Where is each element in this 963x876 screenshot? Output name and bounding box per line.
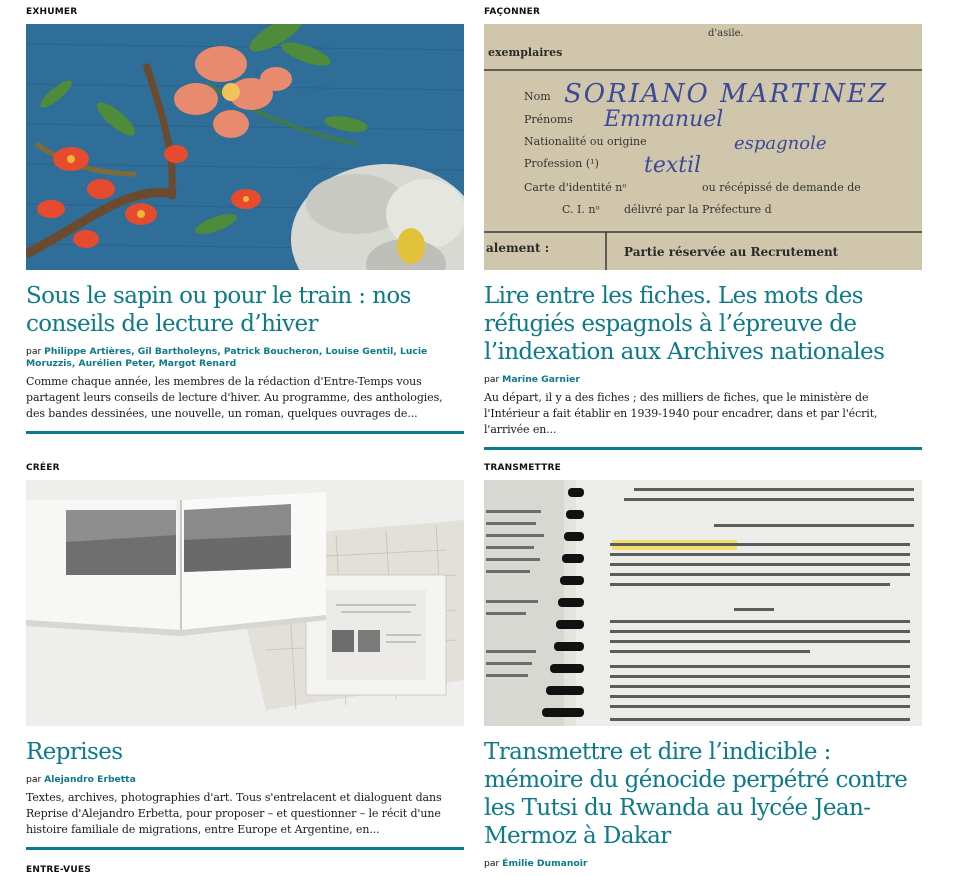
fiche-nationalite-label: Nationalité ou origine (524, 135, 647, 148)
byline-prefix: par (484, 374, 500, 385)
bound-script-image (484, 480, 922, 726)
author-links[interactable]: Philippe Artières, Gil Bartholeyns, Patrick Boucheron, Louise Gentil, Lucie Moruzzis, Aurélien Peter, Margot Renard (26, 346, 428, 369)
article-card (484, 0, 922, 450)
fiche-top-text: d'asile. (708, 28, 744, 39)
fiche-nom-value: SORIANO MARTINEZ (564, 79, 889, 109)
card-divider (484, 447, 922, 450)
fiche-delivre-label: délivré par la Préfecture d (624, 203, 772, 216)
byline-prefix: par (26, 774, 42, 785)
article-card (26, 456, 464, 850)
byline-prefix: par (26, 346, 42, 357)
article-excerpt: Textes, archives, photographies d'art. Tous s'entrelacent et dialoguent dans Reprise d'Alejandro Erbetta, pour proposer – et questionner – le récit d'une histoire familiale de migrations, entre Europe et Argentine, en... (26, 791, 442, 836)
open-photobook-image (26, 480, 464, 726)
author-links[interactable]: Émilie Dumanoir (502, 858, 588, 869)
author-links[interactable]: Marine Garnier (502, 374, 580, 385)
fiche-partie: Partie réservée au Recrutement (624, 245, 839, 259)
fiche-carte-label: Carte d'identité nᵒ (524, 181, 627, 194)
card-rubric[interactable]: EXHUMER (26, 7, 78, 17)
article-thumbnail[interactable] (484, 24, 922, 270)
author-links[interactable]: Alejandro Erbetta (44, 774, 136, 785)
article-byline (26, 774, 464, 786)
article-byline (26, 346, 464, 370)
embroidered-flowers-image (26, 24, 464, 270)
article-title[interactable]: Sous le sapin ou pour le train : nos conseils de lecture d’hiver (26, 283, 411, 337)
article-title[interactable]: Transmettre et dire l’indicible : mémoire du génocide perpétré contre les Tutsi du Rwanda au lycée Jean-Mermoz à Dakar (484, 739, 908, 849)
card-rubric[interactable]: CRÉER (26, 463, 60, 473)
article-byline (484, 374, 922, 386)
card-rubric[interactable]: FAÇONNER (484, 7, 541, 17)
fiche-profession-value: textil (644, 153, 702, 178)
fiche-header: exemplaires (488, 46, 563, 59)
fiche-nom-label: Nom (524, 90, 551, 103)
card-divider (26, 847, 464, 850)
card-divider (26, 431, 464, 434)
article-card (484, 456, 922, 870)
article-thumbnail[interactable] (26, 24, 464, 270)
article-byline (484, 858, 922, 870)
card-rubric[interactable]: TRANSMETTRE (484, 463, 561, 473)
fiche-prenoms-value: Emmanuel (604, 107, 724, 132)
article-excerpt: Au départ, il y a des fiches ; des milliers de fiches, que le ministère de l'Intérieur a fait établir en 1939-1940 pour encadrer, dans et par l'écrit, l'arrivée en... (484, 391, 878, 436)
article-card (26, 0, 464, 434)
article-thumbnail[interactable] (484, 480, 922, 726)
fiche-ci-label: C. I. nᵒ (562, 203, 600, 216)
article-title[interactable]: Reprises (26, 739, 123, 765)
archive-index-card-image (484, 24, 922, 270)
article-excerpt: Comme chaque année, les membres de la rédaction d'Entre-Temps vous partagent leurs conseils de lecture d'hiver. Au programme, des anthologies, des bandes dessinées, une nouvelle, un roman, quelques ouvrages de... (26, 375, 443, 420)
fiche-profession-label: Profession (¹) (524, 157, 599, 170)
byline-prefix: par (484, 858, 500, 869)
card-rubric[interactable]: ENTRE-VUES (26, 865, 91, 875)
article-thumbnail[interactable] (26, 480, 464, 726)
fiche-nationalite-value: espagnole (734, 133, 827, 154)
fiche-alement: alement : (486, 241, 550, 255)
fiche-recepisse-label: ou récépissé de demande de (702, 181, 861, 194)
article-title[interactable]: Lire entre les fiches. Les mots des réfugiés espagnols à l’épreuve de l’indexation aux Archives nationales (484, 283, 885, 365)
fiche-prenoms-label: Prénoms (524, 113, 573, 126)
